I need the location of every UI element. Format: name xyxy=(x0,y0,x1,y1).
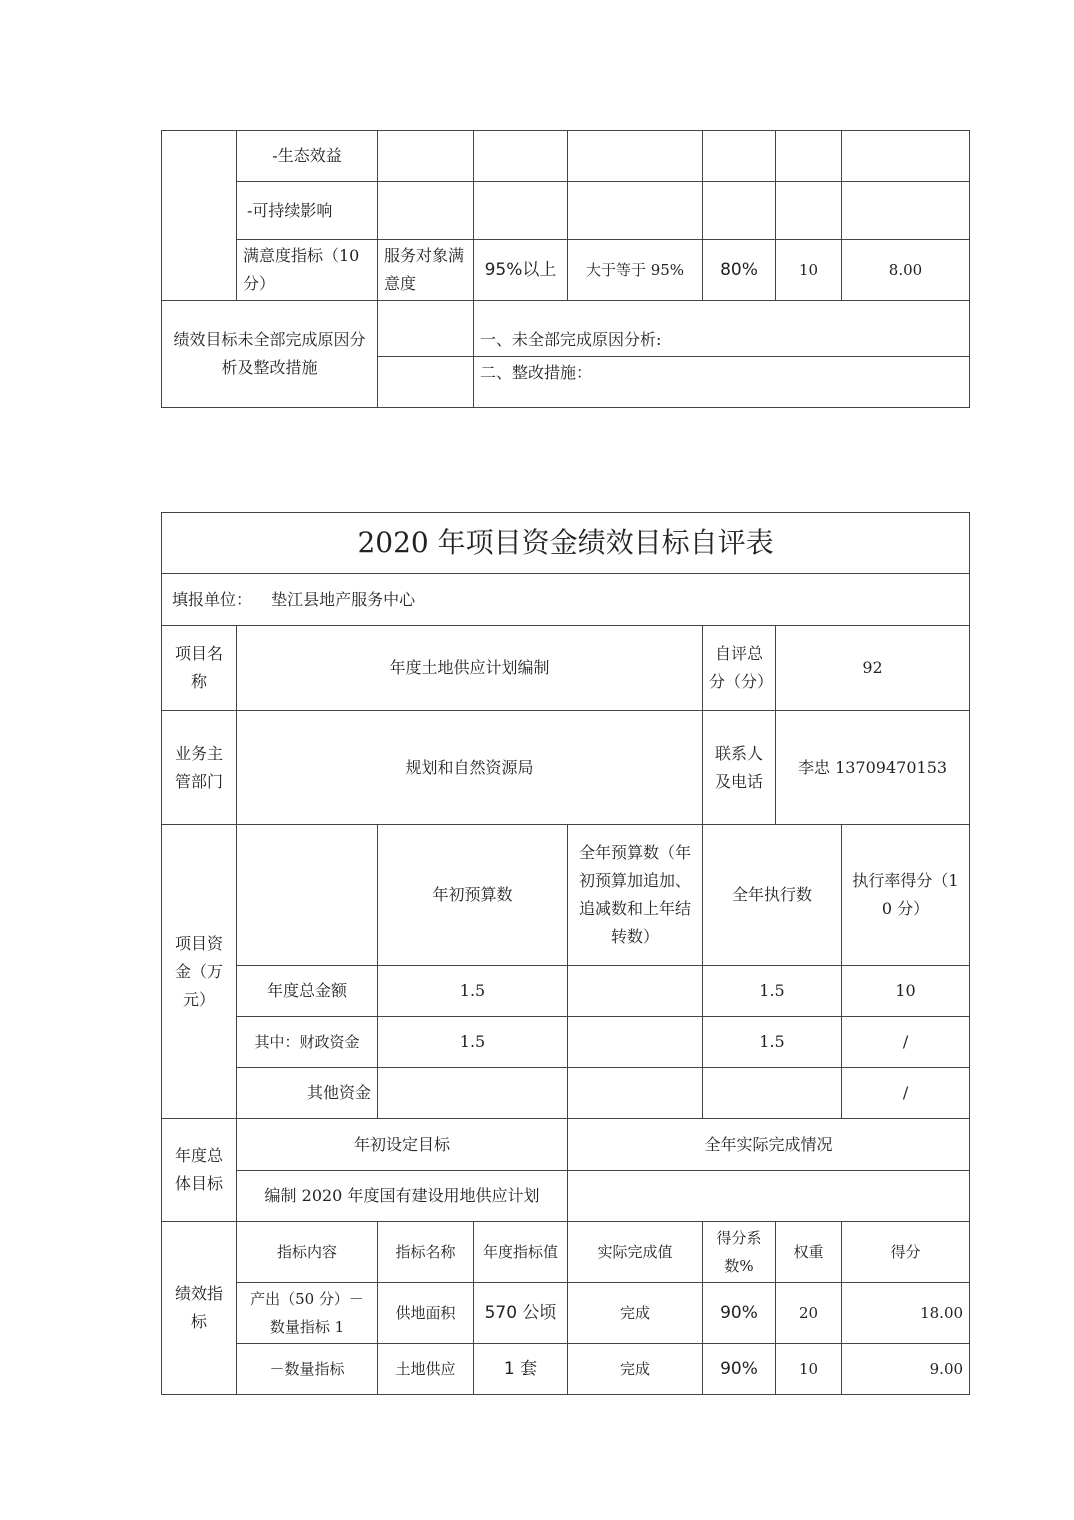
perf-header-coef: 得分系数% xyxy=(703,1222,776,1283)
perf-header-actual: 实际完成值 xyxy=(568,1222,703,1283)
project-name-label: 项目名称 xyxy=(162,626,237,711)
funds-initial: 1.5 xyxy=(378,966,568,1017)
perf-name: 土地供应 xyxy=(378,1344,474,1395)
table-continuation xyxy=(161,130,970,408)
perf-content: 产出（50 分）－数量指标 1 xyxy=(237,1283,378,1344)
self-evaluation-table xyxy=(161,512,970,1395)
table-row xyxy=(162,1344,970,1395)
perf-actual: 完成 xyxy=(568,1344,703,1395)
perf-coef: 90% xyxy=(703,1344,776,1395)
satisfaction-weight: 10 xyxy=(776,240,842,301)
perf-score: 18.00 xyxy=(842,1283,970,1344)
funds-row-label: 其中：财政资金 xyxy=(237,1017,378,1068)
satisfaction-coef: 80% xyxy=(703,240,776,301)
funds-executed xyxy=(703,1068,842,1119)
unit-row xyxy=(162,574,970,626)
funds-label: 项目资金（万元） xyxy=(162,825,237,1119)
contact-value: 李忠 13709470153 xyxy=(776,711,970,825)
table-row xyxy=(162,966,970,1017)
self-score-label: 自评总分（分） xyxy=(703,626,776,711)
funds-full-year xyxy=(568,1017,703,1068)
funds-initial: 1.5 xyxy=(378,1017,568,1068)
perf-weight: 20 xyxy=(776,1283,842,1344)
self-score: 92 xyxy=(776,626,970,711)
funds-full-year xyxy=(568,966,703,1017)
perf-coef: 90% xyxy=(703,1283,776,1344)
table-row xyxy=(162,1068,970,1119)
funds-initial xyxy=(378,1068,568,1119)
funds-header-executed: 全年执行数 xyxy=(703,825,842,966)
perf-header-score: 得分 xyxy=(842,1222,970,1283)
perf-content: －数量指标 xyxy=(237,1344,378,1395)
table-row xyxy=(162,131,970,182)
blank-cell xyxy=(162,131,237,301)
reason-measures: 二、整改措施： xyxy=(474,357,970,408)
contact-label: 联系人及电话 xyxy=(703,711,776,825)
unit-label: 填报单位： xyxy=(172,589,253,609)
table-row xyxy=(162,301,970,357)
goal-label: 年度总体目标 xyxy=(162,1119,237,1222)
reason-label: 绩效目标未全部完成原因分析及整改措施 xyxy=(162,301,378,408)
perf-header-target: 年度指标值 xyxy=(474,1222,568,1283)
satisfaction-indicator-label: 满意度指标（10分） xyxy=(237,240,378,301)
funds-executed: 1.5 xyxy=(703,966,842,1017)
funds-rate: / xyxy=(842,1017,970,1068)
perf-header-weight: 权重 xyxy=(776,1222,842,1283)
funds-full-year xyxy=(568,1068,703,1119)
funds-executed: 1.5 xyxy=(703,1017,842,1068)
table-row xyxy=(162,1283,970,1344)
perf-label: 绩效指标 xyxy=(162,1222,237,1395)
unit-value: 垫江县地产服务中心 xyxy=(271,589,416,609)
perf-score: 9.00 xyxy=(842,1344,970,1395)
goal-actual xyxy=(568,1171,970,1222)
satisfaction-name: 服务对象满意度 xyxy=(378,240,474,301)
sustainability-label: -可持续影响 xyxy=(237,182,378,240)
project-name: 年度土地供应计划编制 xyxy=(237,626,703,711)
table-row xyxy=(162,182,970,240)
perf-header-name: 指标名称 xyxy=(378,1222,474,1283)
perf-target: 570 公顷 xyxy=(474,1283,568,1344)
funds-header-full-year: 全年预算数（年初预算加追加、追减数和上年结转数） xyxy=(568,825,703,966)
eco-benefit-label: -生态效益 xyxy=(237,131,378,182)
perf-header-content: 指标内容 xyxy=(237,1222,378,1283)
satisfaction-score: 8.00 xyxy=(842,240,970,301)
reason-analysis: 一、未全部完成原因分析: xyxy=(474,301,970,357)
perf-name: 供地面积 xyxy=(378,1283,474,1344)
satisfaction-target: 95%以上 xyxy=(474,240,568,301)
dept-label: 业务主管部门 xyxy=(162,711,237,825)
funds-header-rate-score: 执行率得分（10 分） xyxy=(842,825,970,966)
satisfaction-actual: 大于等于 95% xyxy=(568,240,703,301)
table-title: 2020 年项目资金绩效目标自评表 xyxy=(162,513,970,574)
dept-value: 规划和自然资源局 xyxy=(237,711,703,825)
funds-header-initial: 年初预算数 xyxy=(378,825,568,966)
goal-set: 编制 2020 年度国有建设用地供应计划 xyxy=(237,1171,568,1222)
goal-header-set: 年初设定目标 xyxy=(237,1119,568,1171)
table-row xyxy=(162,240,970,301)
funds-row-label: 其他资金 xyxy=(237,1068,378,1119)
table-row xyxy=(162,1017,970,1068)
funds-row-label: 年度总金额 xyxy=(237,966,378,1017)
perf-target: 1 套 xyxy=(474,1344,568,1395)
funds-rate: 10 xyxy=(842,966,970,1017)
funds-rate: / xyxy=(842,1068,970,1119)
perf-actual: 完成 xyxy=(568,1283,703,1344)
goal-header-actual: 全年实际完成情况 xyxy=(568,1119,970,1171)
perf-weight: 10 xyxy=(776,1344,842,1395)
